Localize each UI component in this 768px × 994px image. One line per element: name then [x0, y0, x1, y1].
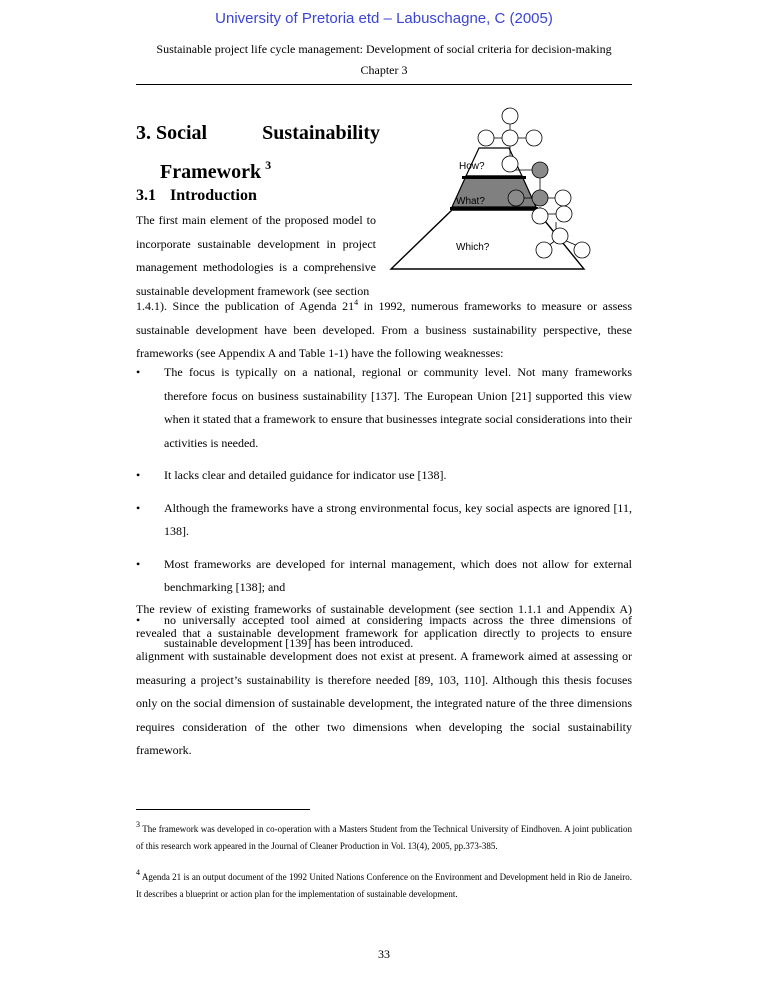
node-circle	[574, 242, 590, 258]
node-circle	[478, 130, 494, 146]
list-item: • It lacks clear and detailed guidance for indicator use [138].	[136, 464, 632, 488]
node-circle	[502, 130, 518, 146]
list-item: • no universally accepted tool aimed at considering impacts across the three dimensions of sustainable development [139] has been introduced.	[136, 609, 632, 656]
node-circle	[508, 190, 524, 206]
level-how-label: How?	[459, 161, 485, 172]
node-circle	[532, 162, 548, 178]
node-circle	[555, 190, 571, 206]
header-divider	[136, 84, 632, 85]
node-circle	[536, 242, 552, 258]
section-title-word: Sustainability	[262, 122, 380, 144]
subsection-title: Introduction	[170, 187, 257, 204]
footnote-4	[136, 864, 632, 903]
footnote-ref[interactable]: 4	[354, 298, 359, 307]
intro-text-part: in 1992, numerous frameworks to measure or assess sustainable development have been developed. From a business sustainability perspective, these frameworks (see Appendix A and Table 1-1) have the following weaknesses:	[136, 299, 632, 360]
intro-paragraph-wide	[136, 291, 632, 366]
level-what-label: What?	[456, 196, 485, 207]
footnote-3	[136, 816, 632, 855]
footnote-text: The framework was developed in co-operation with a Masters Student from the Technical University of Eindhoven. A joint publication of this research work appeared in the Journal of Cleaner Production in Vol. 13(4), 2005, pp.373-385.	[136, 824, 632, 851]
body-paragraph: The review of existing frameworks of sustainable development (see section 1.1.1 and Appendix A) revealed that a sustainable development framework for application directly to projects to ensure alignment with sustainable development does not exist at present. A framework aimed at assessing or measuring a project’s sustainability is therefore needed [89, 103, 110]. Although this thesis focuses only on the social dimension of sustainable development, the integrated nature of the three dimensions requires consideration of the other two dimensions when developing the social sustainability framework.	[136, 602, 632, 757]
footnote-number: 4	[136, 868, 140, 877]
intro-paragraph-narrow: The first main element of the proposed model to incorporate sustainable development in project management methodologies is a comprehensive sustainable development framework (see section	[136, 213, 376, 298]
running-header-chapter: Chapter 3	[360, 63, 408, 77]
section-number: 3.	[136, 122, 151, 144]
footnote-ref[interactable]: 3	[265, 158, 272, 172]
list-item: • Most frameworks are developed for internal management, which does not allow for external benchmarking [138]; and	[136, 553, 632, 600]
intro-text-part: 1.4.1). Since the publication of Agenda 21	[136, 299, 355, 313]
watermark-header: University of Pretoria etd – Labuschagne, C (2005)	[215, 10, 553, 27]
node-circle	[502, 156, 518, 172]
level-which-label: Which?	[456, 242, 490, 253]
subsection-heading	[136, 187, 257, 205]
node-circle	[556, 206, 572, 222]
framework-pyramid-diagram	[386, 98, 608, 274]
section-title-word: Framework	[160, 161, 262, 183]
node-circle	[532, 208, 548, 224]
list-item: • The focus is typically on a national, regional or community level. Not many frameworks therefore focus on business sustainability [137]. The European Union [21] supported this view when it stated that a framework to ensure that businesses integrate social considerations into their activities is needed.	[136, 361, 632, 455]
footnote-number: 3	[136, 820, 140, 829]
running-header-title: Sustainable project life cycle management: Development of social criteria for decision-making	[156, 42, 612, 56]
node-circle	[532, 190, 548, 206]
node-circle	[526, 130, 542, 146]
node-circle	[552, 228, 568, 244]
subsection-number: 3.1	[136, 187, 156, 204]
section-title-word: Social	[156, 122, 208, 144]
footnote-text: Agenda 21 is an output document of the 1992 United Nations Conference on the Environment and Development held in Rio de Janeiro. It describes a blueprint or action plan for the implementation of sustainable development.	[136, 872, 632, 899]
node-circle	[502, 108, 518, 124]
section-heading	[136, 117, 380, 188]
footnote-divider	[136, 809, 310, 810]
pyramid-shape	[391, 148, 584, 269]
list-item: • Although the frameworks have a strong environmental focus, key social aspects are ignored [11, 138].	[136, 497, 632, 544]
page-number: 33	[378, 947, 390, 961]
